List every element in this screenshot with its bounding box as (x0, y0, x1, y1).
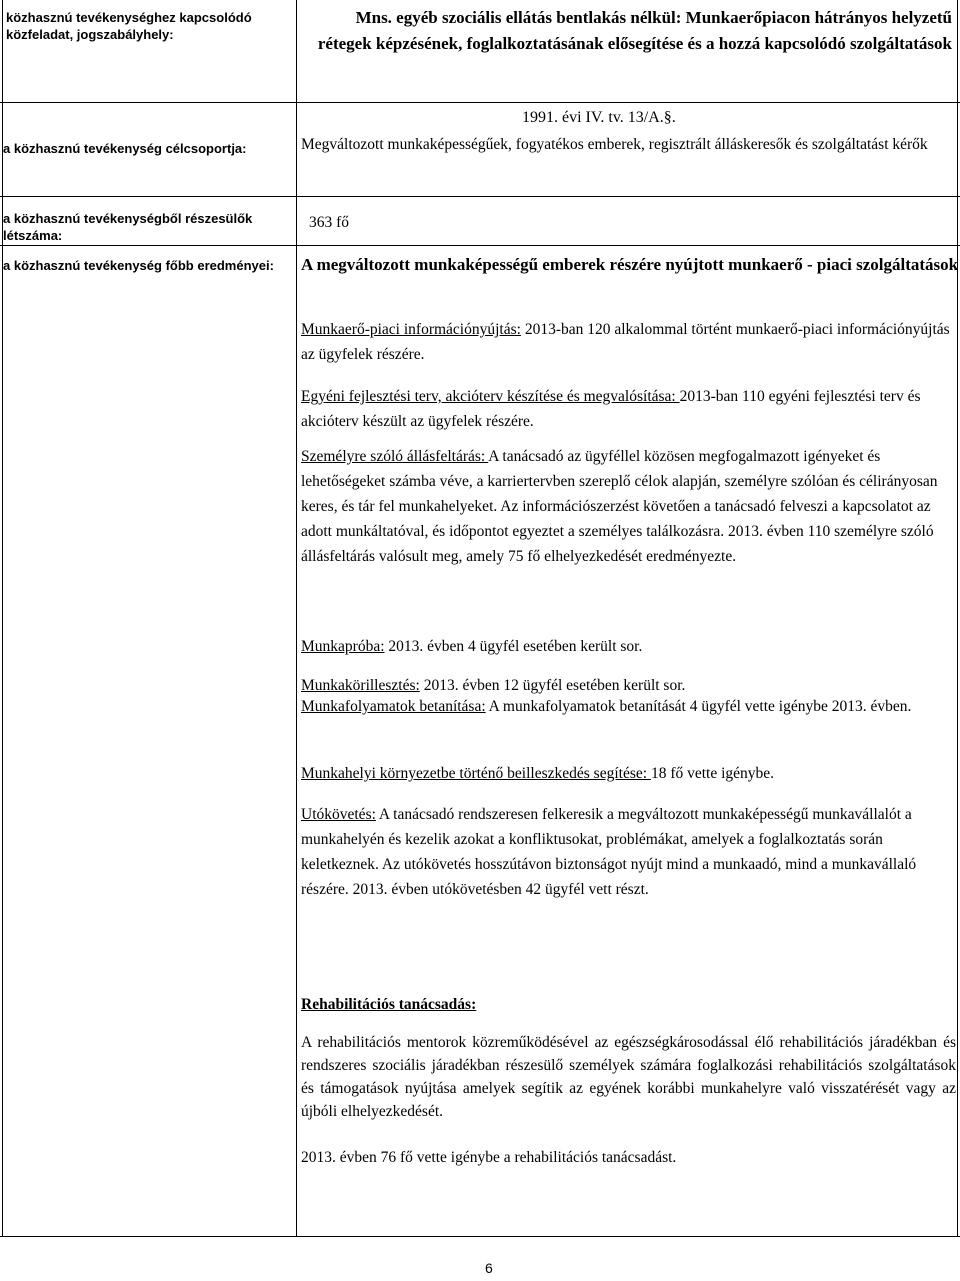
rehab-text: A rehabilitációs mentorok közreműködésével az egészségkárosodással élő rehabilitációs járadékban és rendszeres szociális járadékban részesülő személyek számára foglalkozási rehabilitációs szolgáltatások és támogatások nyújtása amelyek segítik az egyének korábbi munkahelyre való visszatérését vagy az újbóli elhelyezkedését. (301, 1034, 956, 1120)
row-label-eredmenyek: a közhasznú tevékenység főbb eredményei: (3, 258, 274, 273)
row-divider (0, 102, 960, 103)
letszam-value: 363 fő (309, 214, 350, 231)
table-bottom-border (0, 1236, 960, 1237)
result-item: Munkaerő-piaci információnyújtás: 2013-ban 120 alkalommal történt munkaerő-piaci információnyújtás az ügyfelek részére. (301, 321, 950, 363)
result-item: Személyre szóló állásfeltárás: A tanácsadó az ügyféllel közösen megfogalmazott igényeket és lehetőségeket számba véve, a karriertervben szereplő célok alapján, személyre szólóan és célirányosan keres, és tár fel munkahelyeket. Az információszerzést követően a tanácsadó felveszi a kapcsolatot az adott munkáltatóval, és időpontot egyeztet a személyes találkozásra. 2013. évben 110 személyre szóló állásfeltárás valósult meg, amely 75 fő elhelyezkedését eredményezte. (301, 448, 938, 565)
result-item: Munkapróba: 2013. évben 4 ügyfél esetében került sor. (301, 638, 643, 655)
result-item: Munkakörillesztés: 2013. évben 12 ügyfél esetében került sor. (301, 677, 686, 694)
result-item: Munkafolyamatok betanítása: A munkafolyamatok betanítását 4 ügyfél vette igénybe 2013. évben. (301, 698, 912, 715)
result-item: Utókövetés: A tanácsadó rendszeresen felkeresik a megváltozott munkaképességű munkavállalót a munkahelyén és kezelik azokat a konfliktusokat, problémákat, amelyek a foglalkoztatás során keletkeznek. Az utókövetés hosszútávon biztonságot nyújt mind a munkaadó, mind a munkavállaló részére. 2013. évben utókövetésben 42 ügyfél vett részt. (301, 806, 917, 898)
row-divider (0, 245, 960, 246)
rehab-heading: Rehabilitációs tanácsadás: (301, 996, 477, 1013)
table-left-border (2, 0, 3, 1236)
page-number: 6 (485, 1260, 493, 1276)
row-label-celcsoport: a közhasznú tevékenység célcsoportja: (3, 141, 247, 156)
eredmenyek-heading: A megváltozott munkaképességű emberek részére nyújtott munkaerő - piaci szolgáltatások (301, 255, 959, 274)
column-divider (296, 0, 297, 1236)
feladat-law: 1991. évi IV. tv. 13/A.§. (522, 109, 676, 126)
feladat-title: Mns. egyéb szociális ellátás bentlakás nélkül: Munkaerőpiacon hátrányos helyzetű rétegek képzésének, foglalkoztatásának elősegítése és a hozzá kapcsolódó szolgáltatások (317, 8, 952, 53)
table-right-border (957, 0, 958, 1236)
celcsoport-text: Megváltozott munkaképességűek, fogyatékos emberek, regisztrált álláskeresők és szolgáltatást kérők (301, 136, 928, 153)
rehab-result: 2013. évben 76 fő vette igénybe a rehabilitációs tanácsadást. (301, 1149, 677, 1166)
result-item: Munkahelyi környezetbe történő beilleszkedés segítése: 18 fő vette igénybe. (301, 765, 775, 782)
row-label-feladat: közhasznú tevékenységhez kapcsolódó közfeladat, jogszabályhely: (6, 10, 252, 42)
row-label-letszam: a közhasznú tevékenységből részesülők létszáma: (3, 211, 253, 243)
row-divider (0, 196, 960, 197)
result-item: Egyéni fejlesztési terv, akcióterv készítése és megvalósítása: 2013-ban 110 egyéni fejlesztési terv és akcióterv készült az ügyfelek részére. (301, 388, 921, 430)
